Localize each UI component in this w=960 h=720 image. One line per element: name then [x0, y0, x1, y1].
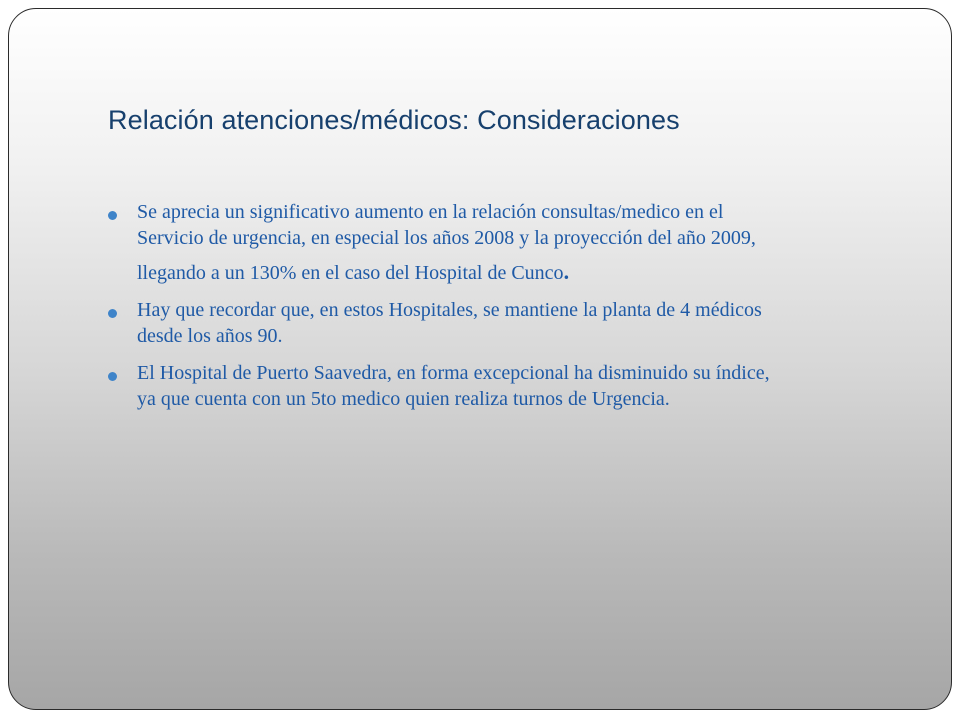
bullet-line: Servicio de urgencia, en especial los años 2008 y la proyección del año 2009, [137, 227, 756, 249]
bullet-line: Se aprecia un significativo aumento en la relación consultas/medico en el [137, 201, 724, 223]
slide [8, 8, 952, 710]
bullet-dot-icon [108, 211, 117, 220]
bullet-list [108, 199, 908, 423]
bullet-line: El Hospital de Puerto Saavedra, en forma excepcional ha disminuido su índice, [137, 362, 770, 384]
bullet-item [108, 360, 908, 412]
bullet-line-text: llegando a un 130% en el caso del Hospital de Cunco [137, 262, 564, 284]
bullet-item [108, 297, 908, 349]
slide-title: Relación atenciones/médicos: Consideraciones [108, 105, 680, 135]
bullet-line: ya que cuenta con un 5to medico quien realiza turnos de Urgencia. [137, 388, 670, 410]
bullet-dot-icon [108, 309, 117, 318]
bullet-line [137, 259, 908, 286]
bullet-dot-icon [108, 372, 117, 381]
bullet-period: . [563, 259, 570, 284]
bullet-item [108, 199, 908, 286]
bullet-line: Hay que recordar que, en estos Hospitales, se mantiene la planta de 4 médicos [137, 299, 762, 321]
bullet-line: desde los años 90. [137, 325, 283, 347]
